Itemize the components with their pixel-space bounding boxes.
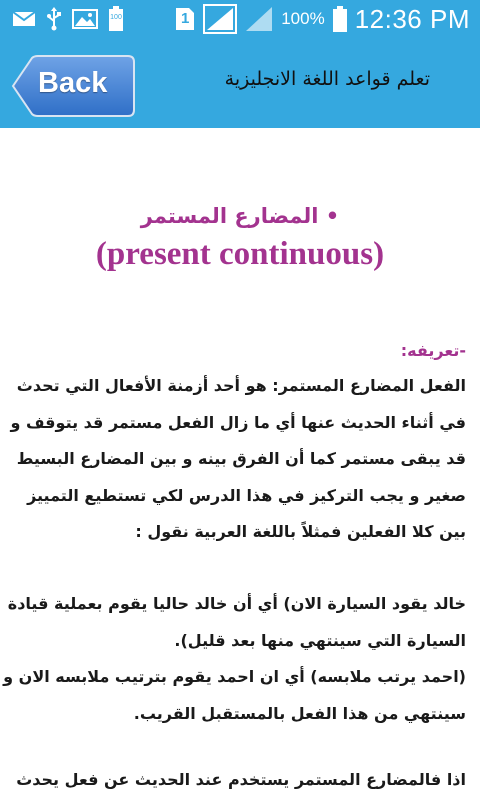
clock: 12:36 PM [354,3,470,34]
image-icon [72,9,98,29]
lesson-heading-english: (present continuous) [95,236,385,272]
text-line: (احمد يرتب ملابسه) أي ان احمد يقوم بترتيب ملابسه الان و [3,667,466,686]
text-line: بين كلا الفعلين فمثلاً باللغة العربية نقول : [135,522,466,541]
text-line: اذا فالمضارع المستمر يستخدم عند الحديث عن فعل يحدث [16,770,466,789]
text-line: قد يبقى مستمر كما أن الفرق بينه و بين المضارع البسيط [16,449,466,468]
text-line: سينتهي من هذا الفعل بالمستقبل القريب. [133,703,466,723]
battery-percent: 100% [281,9,325,28]
battery-icon [333,6,347,32]
lesson-content [0,128,480,800]
text-line: خالد يقود السيارة الان) أي أن خالد حاليا يقوم بعملية قيادة [7,594,466,613]
text-line: في أثناء الحديث عنها أي ما زال الفعل مستمر قد يتوقف و [10,412,466,432]
signal-icon [203,4,237,34]
text-line: السيارة التي سينتهي منها بعد قليل). [174,630,466,650]
back-button[interactable] [10,55,136,117]
app-header [0,38,480,128]
examples-paragraph [0,586,466,732]
back-label: Back [38,67,108,99]
status-bar [0,0,480,38]
notification-icons [0,6,124,32]
signal-icon [245,6,273,32]
lesson-heading-arabic: • المضارع المستمر [140,204,340,228]
definition-paragraph [0,368,466,551]
page-title: تعلم قواعد اللغة الانجليزية [224,68,430,90]
email-icon [12,10,36,28]
usb-icon [46,7,62,31]
text-line: صغير و يجب التركيز في هذا الدرس لكي تستطيع التمييز [27,485,466,505]
battery-saver-icon: 100 [108,6,124,32]
sim-icon: 1 [175,7,195,31]
text-line: الفعل المضارع المستمر: هو أحد أزمنة الأفعال التي تحدث [16,376,466,395]
definition-label: -تعريفه: [400,341,466,360]
summary-paragraph [0,762,466,799]
